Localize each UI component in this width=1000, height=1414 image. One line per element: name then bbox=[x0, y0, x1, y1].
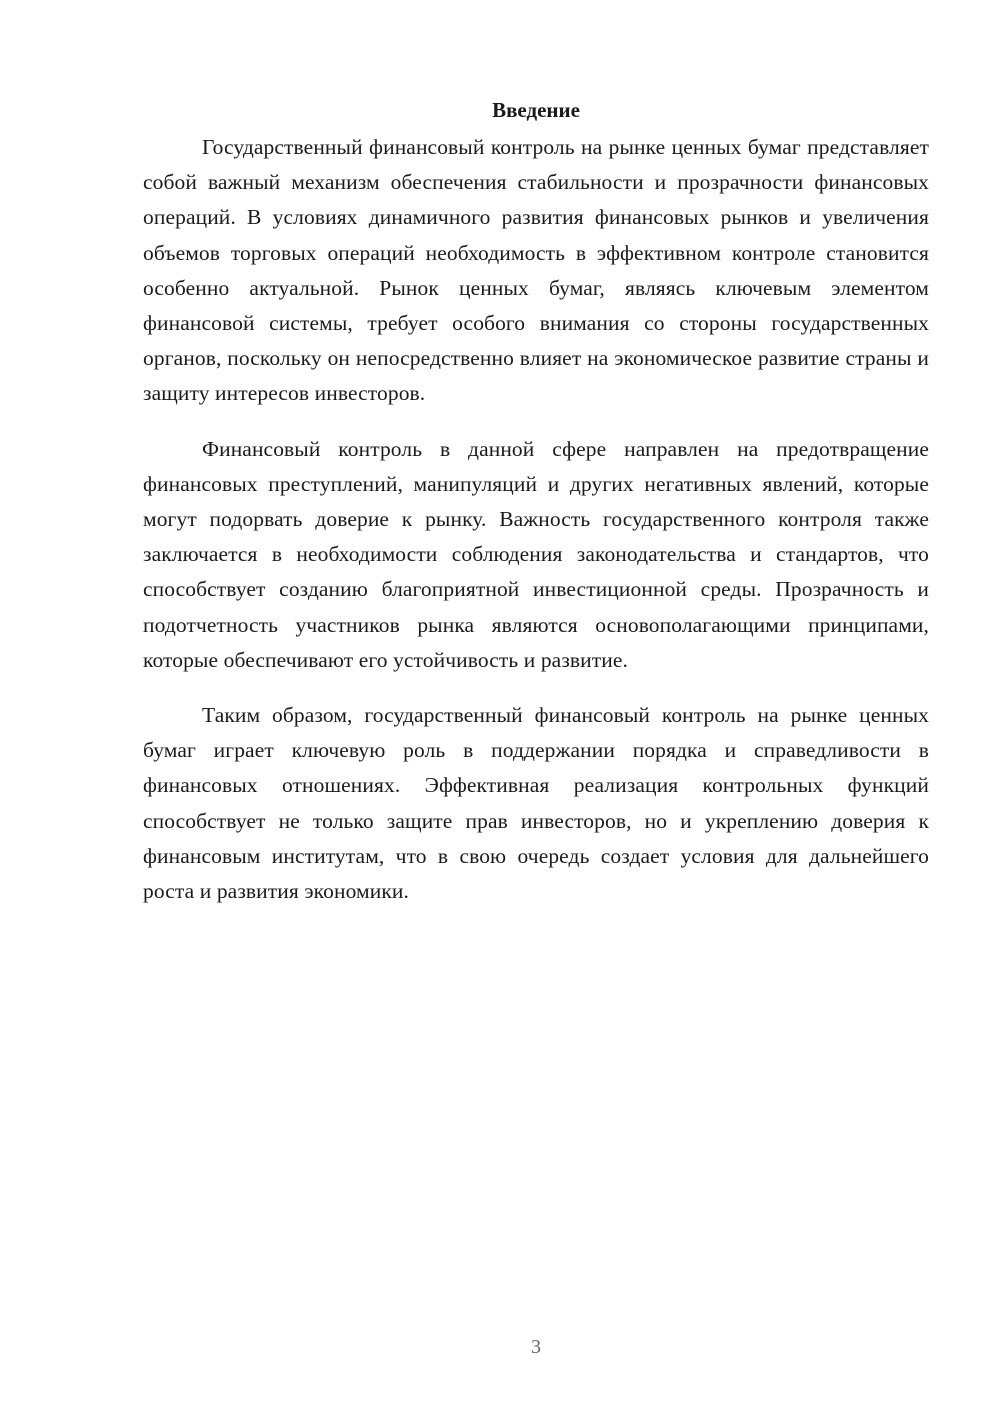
section-title: Введение bbox=[492, 98, 580, 122]
page-content bbox=[143, 96, 929, 929]
paragraph-1: Государственный финансовый контроль на рынке ценных бумаг представляет собой важный механизм обеспечения стабильности и прозрачности финансовых операций. В условиях динамичного развития финансовых рынков и увеличения объемов торговых операций необходимость в эффективном контроле становится особенно актуальной. Рынок ценных бумаг, являясь ключевым элементом финансовой системы, требует особого внимания со стороны государственных органов, поскольку он непосредственно влияет на экономическое развитие страны и защиту интересов инвесторов. bbox=[143, 135, 929, 406]
paragraph-2: Финансовый контроль в данной сфере направлен на предотвращение финансовых преступлений, манипуляций и других негативных явлений, которые могут подорвать доверие к рынку. Важность государственного контроля также заключается в необходимости соблюдения законодательства и стандартов, что способствует созданию благоприятной инвестиционной среды. Прозрачность и подотчетность участников рынка являются основополагающими принципами, которые обеспечивают его устойчивость и развитие. bbox=[143, 436, 929, 672]
paragraph-3: Таким образом, государственный финансовый контроль на рынке ценных бумаг играет ключевую роль в поддержании порядка и справедливости в финансовых отношениях. Эффективная реализация контрольных функций способствует не только защите прав инвесторов, но и укреплению доверия к финансовым институтам, что в свою очередь создает условия для дальнейшего роста и развития экономики. bbox=[143, 703, 929, 904]
page-number: 3 bbox=[531, 1336, 541, 1358]
